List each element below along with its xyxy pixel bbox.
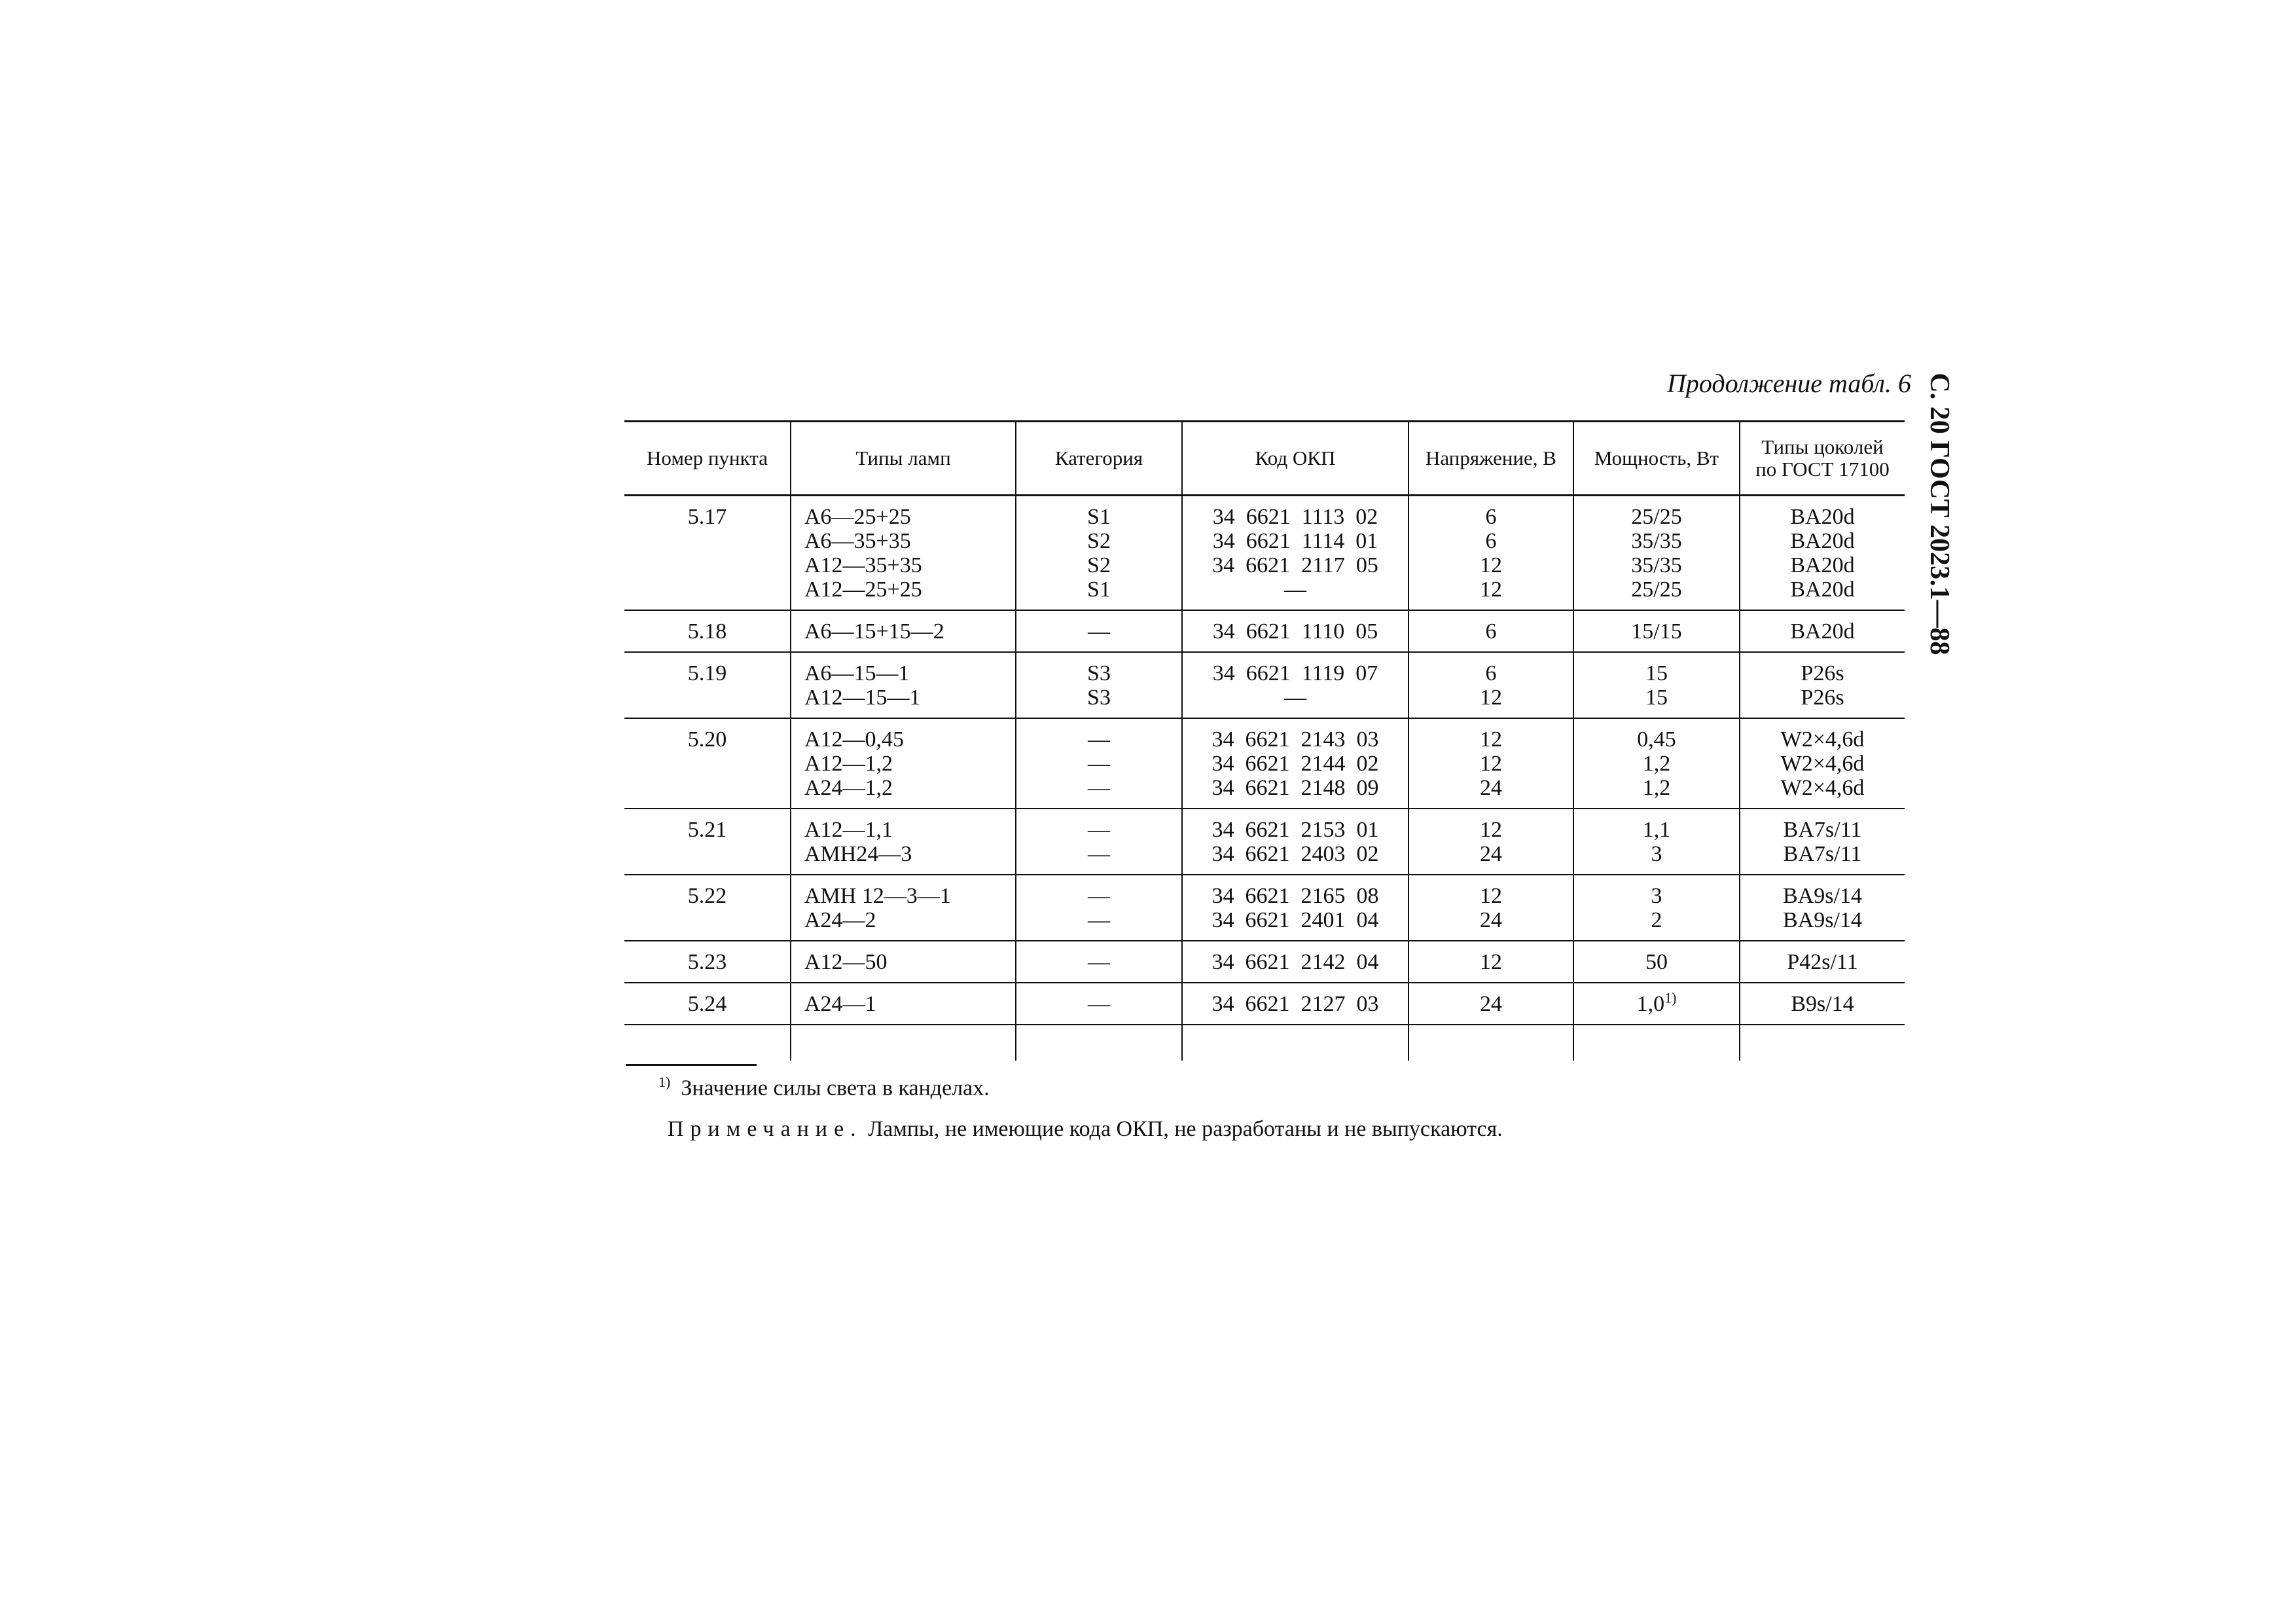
lamp-type-value [804,661,1015,685]
category-text: — [1088,842,1110,866]
lamp-type-cell [791,610,1016,652]
power-value [1574,577,1739,602]
category-text: — [1088,727,1110,752]
base-type-text: BA20d [1790,529,1855,553]
category-text: — [1088,992,1110,1016]
lamp-type-text: А12—50 [804,950,888,974]
voltage-cell [1408,809,1573,875]
voltage-text: 24 [1480,992,1502,1016]
okp-code-value [1183,842,1408,866]
base-type-text: W2×4,6d [1780,727,1865,752]
power-text: 3 [1651,884,1662,908]
category-text: — [1088,818,1110,842]
okp-code-value [1183,685,1408,710]
voltage-value [1409,884,1573,908]
base-type-text: P42s/11 [1787,950,1858,974]
voltage-cell [1408,718,1573,809]
lamp-type-text: А6—35+35 [804,529,911,553]
note-label: Примечание. [668,1117,863,1141]
header-lamp-types: Типы ламп [791,422,1016,496]
table-row [624,983,1905,1025]
voltage-cell [1408,610,1573,652]
base-type-cell [1740,941,1905,983]
voltage-value [1409,842,1573,866]
base-type-cell [1740,983,1905,1025]
item-number-text: 5.20 [687,727,727,752]
page-header-text: С. 20 ГОСТ 2023.1—88 [1924,373,1954,655]
power-text: 15 [1645,685,1668,710]
okp-code-value [1183,776,1408,800]
okp-code-text: 34 6621 2117 05 [1212,553,1378,577]
category-value [1016,842,1181,866]
power-value [1574,553,1739,577]
item-number [624,652,791,718]
lamp-type-value [804,727,1015,752]
lamp-type-value [804,685,1015,710]
voltage-text: 12 [1480,950,1502,974]
category-cell [1016,652,1182,718]
empty-cell [624,1025,791,1061]
voltage-value [1409,727,1573,752]
note-text: Лампы, не имеющие кода ОКП, не разработаны и не выпускаются. [868,1117,1503,1141]
item-number [624,941,791,983]
empty-cell [1182,1025,1408,1061]
okp-code-value [1183,884,1408,908]
base-type-value [1740,661,1905,685]
header-category: Категория [1016,422,1182,496]
table-body [624,496,1905,1061]
base-type-value [1740,619,1905,644]
okp-code-cell [1182,875,1408,941]
lamp-type-text: А12—0,45 [804,727,905,752]
category-value [1016,577,1181,602]
voltage-cell [1408,983,1573,1025]
base-type-text: BA20d [1790,577,1855,602]
table-header-row [624,422,1905,496]
base-type-value [1740,818,1905,842]
category-value [1016,908,1181,932]
item-number [624,983,791,1025]
base-type-value [1740,752,1905,776]
base-type-value [1740,884,1905,908]
voltage-cell [1408,941,1573,983]
lamp-type-value [804,505,1015,529]
okp-code-text: 34 6621 2165 08 [1211,884,1379,908]
category-text: S3 [1087,685,1111,710]
lamp-type-text: АМН 12—3—1 [804,884,951,908]
okp-code-cell [1182,652,1408,718]
base-type-text: BA7s/11 [1783,818,1862,842]
voltage-text: 12 [1480,752,1502,776]
okp-code-value [1183,529,1408,553]
okp-code-text: 34 6621 2403 02 [1211,842,1379,866]
table-continuation-caption: Продолжение табл. 6 [1666,369,1911,398]
base-type-value [1740,529,1905,553]
voltage-value [1409,505,1573,529]
okp-code-text: 34 6621 2148 09 [1211,776,1379,800]
note [668,1117,1503,1142]
category-value [1016,685,1181,710]
category-text: S2 [1087,529,1111,553]
table-row [624,941,1905,983]
power-text: 35/35 [1631,553,1682,577]
category-text: — [1088,752,1110,776]
power-value [1574,989,1739,1016]
base-type-text: BA9s/14 [1783,908,1862,932]
lamp-type-value [804,950,1015,974]
base-type-text: BA20d [1790,553,1855,577]
lamp-type-text: А12—15—1 [804,685,921,710]
okp-code-text: 34 6621 2143 03 [1211,727,1379,752]
base-type-cell [1740,652,1905,718]
lamp-type-text: А24—1 [804,992,876,1016]
base-type-value [1740,908,1905,932]
category-text: — [1088,776,1110,800]
header-base-types: Типы цоколей по ГОСТ 17100 [1740,422,1905,496]
table-row [624,496,1905,611]
okp-code-cell [1182,496,1408,611]
base-type-cell [1740,875,1905,941]
lamp-type-value [804,776,1015,800]
voltage-value [1409,661,1573,685]
okp-code-value [1183,752,1408,776]
empty-cell [1740,1025,1905,1061]
item-number-text: 5.21 [687,818,727,842]
category-text: — [1088,950,1110,974]
power-value [1574,727,1739,752]
base-type-text: B9s/14 [1791,992,1854,1016]
lamp-type-text: А6—15+15—2 [804,619,944,644]
lamp-type-value [804,752,1015,776]
lamp-type-value [804,529,1015,553]
voltage-text: 12 [1480,577,1502,602]
okp-code-value [1183,992,1408,1016]
base-type-value [1740,505,1905,529]
empty-cell [1573,1025,1740,1061]
power-text: 1,2 [1642,776,1671,800]
voltage-text: 12 [1480,727,1502,752]
power-value [1574,842,1739,866]
lamp-type-value [804,619,1015,644]
voltage-cell [1408,496,1573,611]
power-cell [1573,610,1740,652]
voltage-value [1409,577,1573,602]
power-value [1574,752,1739,776]
item-number-text: 5.24 [687,992,727,1016]
lamp-type-value [804,577,1015,602]
item-number [624,496,791,611]
item-number-text: 5.23 [687,950,727,974]
category-text: — [1088,619,1110,644]
voltage-cell [1408,652,1573,718]
voltage-text: 24 [1480,842,1502,866]
voltage-value [1409,553,1573,577]
voltage-text: 6 [1485,619,1497,644]
category-cell [1016,610,1182,652]
category-cell [1016,941,1182,983]
okp-code-cell [1182,941,1408,983]
power-value [1574,505,1739,529]
category-cell [1016,983,1182,1025]
table-row [624,875,1905,941]
okp-code-cell [1182,718,1408,809]
okp-code-text: 34 6621 2142 04 [1211,950,1379,974]
category-text: S3 [1087,661,1111,685]
power-text: 15/15 [1631,619,1682,644]
okp-code-text: 34 6621 1113 02 [1212,505,1378,529]
lamp-type-text: А12—1,2 [804,752,893,776]
category-value [1016,950,1181,974]
base-type-text: P26s [1801,661,1844,685]
okp-code-value [1183,553,1408,577]
voltage-text: 24 [1480,776,1502,800]
base-type-value [1740,577,1905,602]
lamp-type-cell [791,875,1016,941]
okp-code-value [1183,950,1408,974]
item-number-text: 5.19 [687,661,727,685]
power-value [1574,776,1739,800]
footnote-text: Значение силы света в канделах. [681,1076,990,1101]
power-value [1574,950,1739,974]
base-type-value [1740,685,1905,710]
category-value [1016,553,1181,577]
category-cell [1016,875,1182,941]
lamp-type-cell [791,652,1016,718]
lamp-type-text: АМН24—3 [804,842,912,866]
lamp-type-value [804,842,1015,866]
category-value [1016,619,1181,644]
okp-code-value [1183,727,1408,752]
base-type-value [1740,842,1905,866]
header-okp-code: Код ОКП [1182,422,1408,496]
base-type-value [1740,776,1905,800]
power-text: 25/25 [1631,505,1682,529]
lamp-type-value [804,908,1015,932]
voltage-text: 12 [1480,884,1502,908]
base-type-text: P26s [1801,685,1844,710]
page-header-vertical [1916,367,1962,661]
lamp-type-cell [791,809,1016,875]
base-type-text: BA20d [1790,619,1855,644]
lamp-type-text: А12—1,1 [804,818,893,842]
voltage-value [1409,950,1573,974]
power-cell [1573,718,1740,809]
base-type-cell [1740,496,1905,611]
base-type-cell [1740,610,1905,652]
okp-code-text: 34 6621 1114 01 [1212,529,1378,553]
base-type-value [1740,727,1905,752]
lamp-type-text: А6—15—1 [804,661,910,685]
category-text: S2 [1087,553,1111,577]
lamp-type-text: А6—25+25 [804,505,911,529]
category-cell [1016,718,1182,809]
category-value [1016,752,1181,776]
power-text: 50 [1645,950,1668,974]
power-text: 1,2 [1642,752,1671,776]
voltage-text: 12 [1480,553,1502,577]
okp-code-text: 34 6621 2127 03 [1211,992,1379,1016]
lamp-type-value [804,992,1015,1016]
power-cell [1573,941,1740,983]
category-cell [1016,809,1182,875]
footnote-ref: 1) [1664,989,1677,1006]
category-value [1016,529,1181,553]
category-value [1016,818,1181,842]
okp-code-value [1183,661,1408,685]
table-row [624,718,1905,809]
power-text: 15 [1645,661,1668,685]
header-power: Мощность, Вт [1573,422,1740,496]
lamp-type-cell [791,718,1016,809]
table-row [624,809,1905,875]
voltage-value [1409,992,1573,1016]
power-value [1574,818,1739,842]
lamp-type-cell [791,496,1016,611]
power-cell [1573,809,1740,875]
item-number [624,875,791,941]
lamp-type-value [804,818,1015,842]
power-value [1574,884,1739,908]
power-value [1574,908,1739,932]
base-type-value [1740,553,1905,577]
okp-code-text: — [1284,577,1306,602]
lamp-type-text: А12—35+35 [804,553,922,577]
base-type-cell [1740,718,1905,809]
item-number [624,718,791,809]
lamp-table [624,420,1905,1061]
base-type-value [1740,950,1905,974]
power-value [1574,661,1739,685]
voltage-value [1409,619,1573,644]
footnote-mark: 1) [658,1074,671,1090]
voltage-text: 12 [1480,818,1502,842]
category-value [1016,727,1181,752]
voltage-value [1409,818,1573,842]
empty-cell [1408,1025,1573,1061]
voltage-value [1409,752,1573,776]
power-cell [1573,983,1740,1025]
category-cell [1016,496,1182,611]
table-row [624,652,1905,718]
voltage-text: 24 [1480,908,1502,932]
power-value [1574,529,1739,553]
base-type-text: BA20d [1790,505,1855,529]
lamp-type-value [804,553,1015,577]
lamp-type-cell [791,983,1016,1025]
category-text: S1 [1087,505,1111,529]
okp-code-value [1183,908,1408,932]
empty-cell [1016,1025,1182,1061]
item-number-text: 5.17 [687,505,727,529]
category-value [1016,992,1181,1016]
lamp-type-text: А12—25+25 [804,577,922,602]
voltage-value [1409,776,1573,800]
okp-code-text: 34 6621 2401 04 [1211,908,1379,932]
voltage-value [1409,908,1573,932]
okp-code-value [1183,577,1408,602]
header-voltage: Напряжение, В [1408,422,1573,496]
power-value [1574,685,1739,710]
category-text: — [1088,884,1110,908]
lamp-type-value [804,884,1015,908]
category-text: S1 [1087,577,1111,602]
voltage-value [1409,529,1573,553]
voltage-text: 6 [1485,529,1497,553]
base-type-text: BA7s/11 [1783,842,1862,866]
base-type-cell [1740,809,1905,875]
voltage-value [1409,685,1573,710]
power-text: 3 [1651,842,1662,866]
base-type-text: BA9s/14 [1783,884,1862,908]
okp-code-text: 34 6621 1119 07 [1212,661,1378,685]
category-text: — [1088,908,1110,932]
okp-code-cell [1182,809,1408,875]
footnote-rule [626,1064,757,1066]
okp-code-text: 34 6621 2144 02 [1211,752,1379,776]
table-filler-row [624,1025,1905,1061]
okp-code-text: 34 6621 1110 05 [1212,619,1378,644]
okp-code-text: 34 6621 2153 01 [1211,818,1379,842]
lamp-type-text: А24—2 [804,908,876,932]
category-value [1016,505,1181,529]
category-value [1016,884,1181,908]
okp-code-text: — [1284,685,1306,710]
power-text: 1,0 [1636,992,1665,1016]
power-text: 2 [1651,908,1662,932]
okp-code-value [1183,818,1408,842]
category-value [1016,661,1181,685]
voltage-text: 12 [1480,685,1502,710]
item-number [624,809,791,875]
okp-code-value [1183,505,1408,529]
base-type-text: W2×4,6d [1780,776,1865,800]
power-cell [1573,875,1740,941]
okp-code-value [1183,619,1408,644]
voltage-text: 6 [1485,505,1497,529]
header-item-number: Номер пункта [624,422,791,496]
lamp-type-text: А24—1,2 [804,776,893,800]
power-cell [1573,496,1740,611]
power-cell [1573,652,1740,718]
okp-code-cell [1182,983,1408,1025]
voltage-cell [1408,875,1573,941]
empty-cell [791,1025,1016,1061]
power-text: 35/35 [1631,529,1682,553]
item-number-text: 5.22 [687,884,727,908]
item-number-text: 5.18 [687,619,727,644]
footnote [658,1074,990,1101]
power-text: 0,45 [1637,727,1676,752]
voltage-text: 6 [1485,661,1497,685]
item-number [624,610,791,652]
base-type-text: W2×4,6d [1780,752,1865,776]
power-value [1574,619,1739,644]
table-row [624,610,1905,652]
category-value [1016,776,1181,800]
power-text: 25/25 [1631,577,1682,602]
power-text: 1,1 [1642,818,1671,842]
lamp-type-cell [791,941,1016,983]
base-type-value [1740,992,1905,1016]
okp-code-cell [1182,610,1408,652]
